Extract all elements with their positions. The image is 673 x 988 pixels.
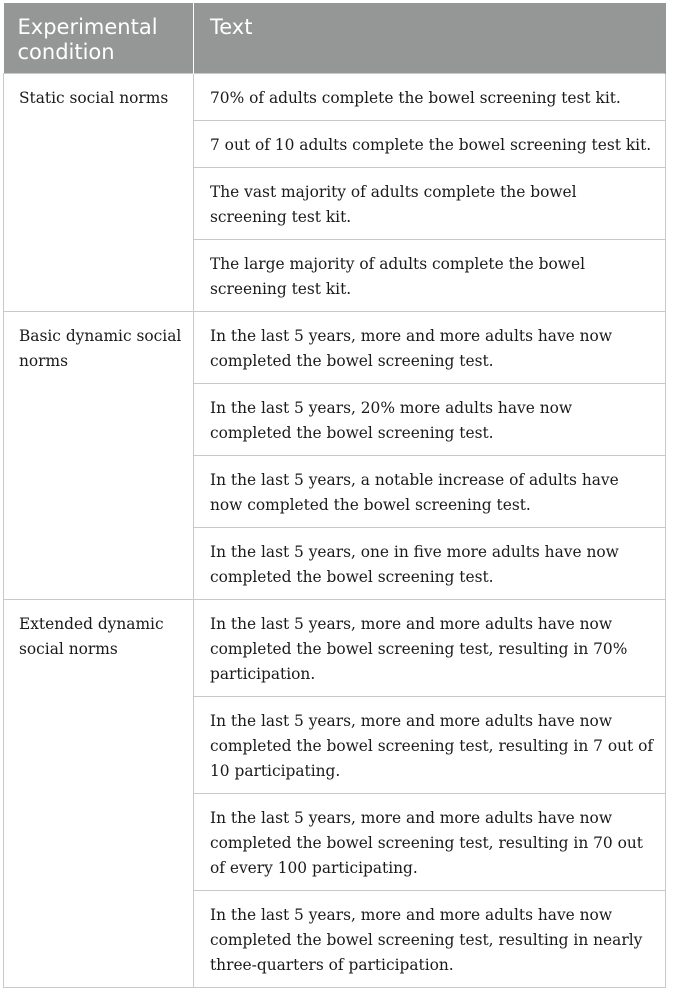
- text-cell: In the last 5 years, more and more adults have now completed the bowel screening test, resulting in 7 out of 10 participating.: [194, 697, 666, 794]
- text-cell: In the last 5 years, more and more adults have now completed the bowel screening test, resulting in nearly three-quarters of participation.: [194, 891, 666, 988]
- table-row: [4, 312, 666, 384]
- condition-cell-static: Static social norms: [4, 74, 194, 312]
- table-body: [4, 74, 666, 988]
- conditions-table-container: [3, 3, 671, 988]
- text-cell: The vast majority of adults complete the bowel screening test kit.: [194, 168, 666, 240]
- header-row: [4, 3, 666, 74]
- text-cell: In the last 5 years, more and more adults have now completed the bowel screening test, resulting in 70% participation.: [194, 600, 666, 697]
- condition-cell-basic-dynamic: Basic dynamic social norms: [4, 312, 194, 600]
- text-cell: In the last 5 years, a notable increase of adults have now completed the bowel screening test.: [194, 456, 666, 528]
- text-cell: The large majority of adults complete the bowel screening test kit.: [194, 240, 666, 312]
- text-cell: In the last 5 years, one in five more adults have now completed the bowel screening test.: [194, 528, 666, 600]
- text-cell: In the last 5 years, more and more adults have now completed the bowel screening test.: [194, 312, 666, 384]
- table-row: [4, 600, 666, 697]
- text-cell: In the last 5 years, more and more adults have now completed the bowel screening test, resulting in 70 out of every 100 participating.: [194, 794, 666, 891]
- condition-cell-extended-dynamic: Extended dynamic social norms: [4, 600, 194, 988]
- conditions-table: [3, 3, 666, 988]
- header-text: Text: [194, 3, 666, 74]
- header-experimental-condition: Experimental condition: [4, 3, 194, 74]
- text-cell: In the last 5 years, 20% more adults have now completed the bowel screening test.: [194, 384, 666, 456]
- table-header: [4, 3, 666, 74]
- text-cell: 7 out of 10 adults complete the bowel screening test kit.: [194, 121, 666, 168]
- text-cell: 70% of adults complete the bowel screening test kit.: [194, 74, 666, 121]
- table-row: [4, 74, 666, 121]
